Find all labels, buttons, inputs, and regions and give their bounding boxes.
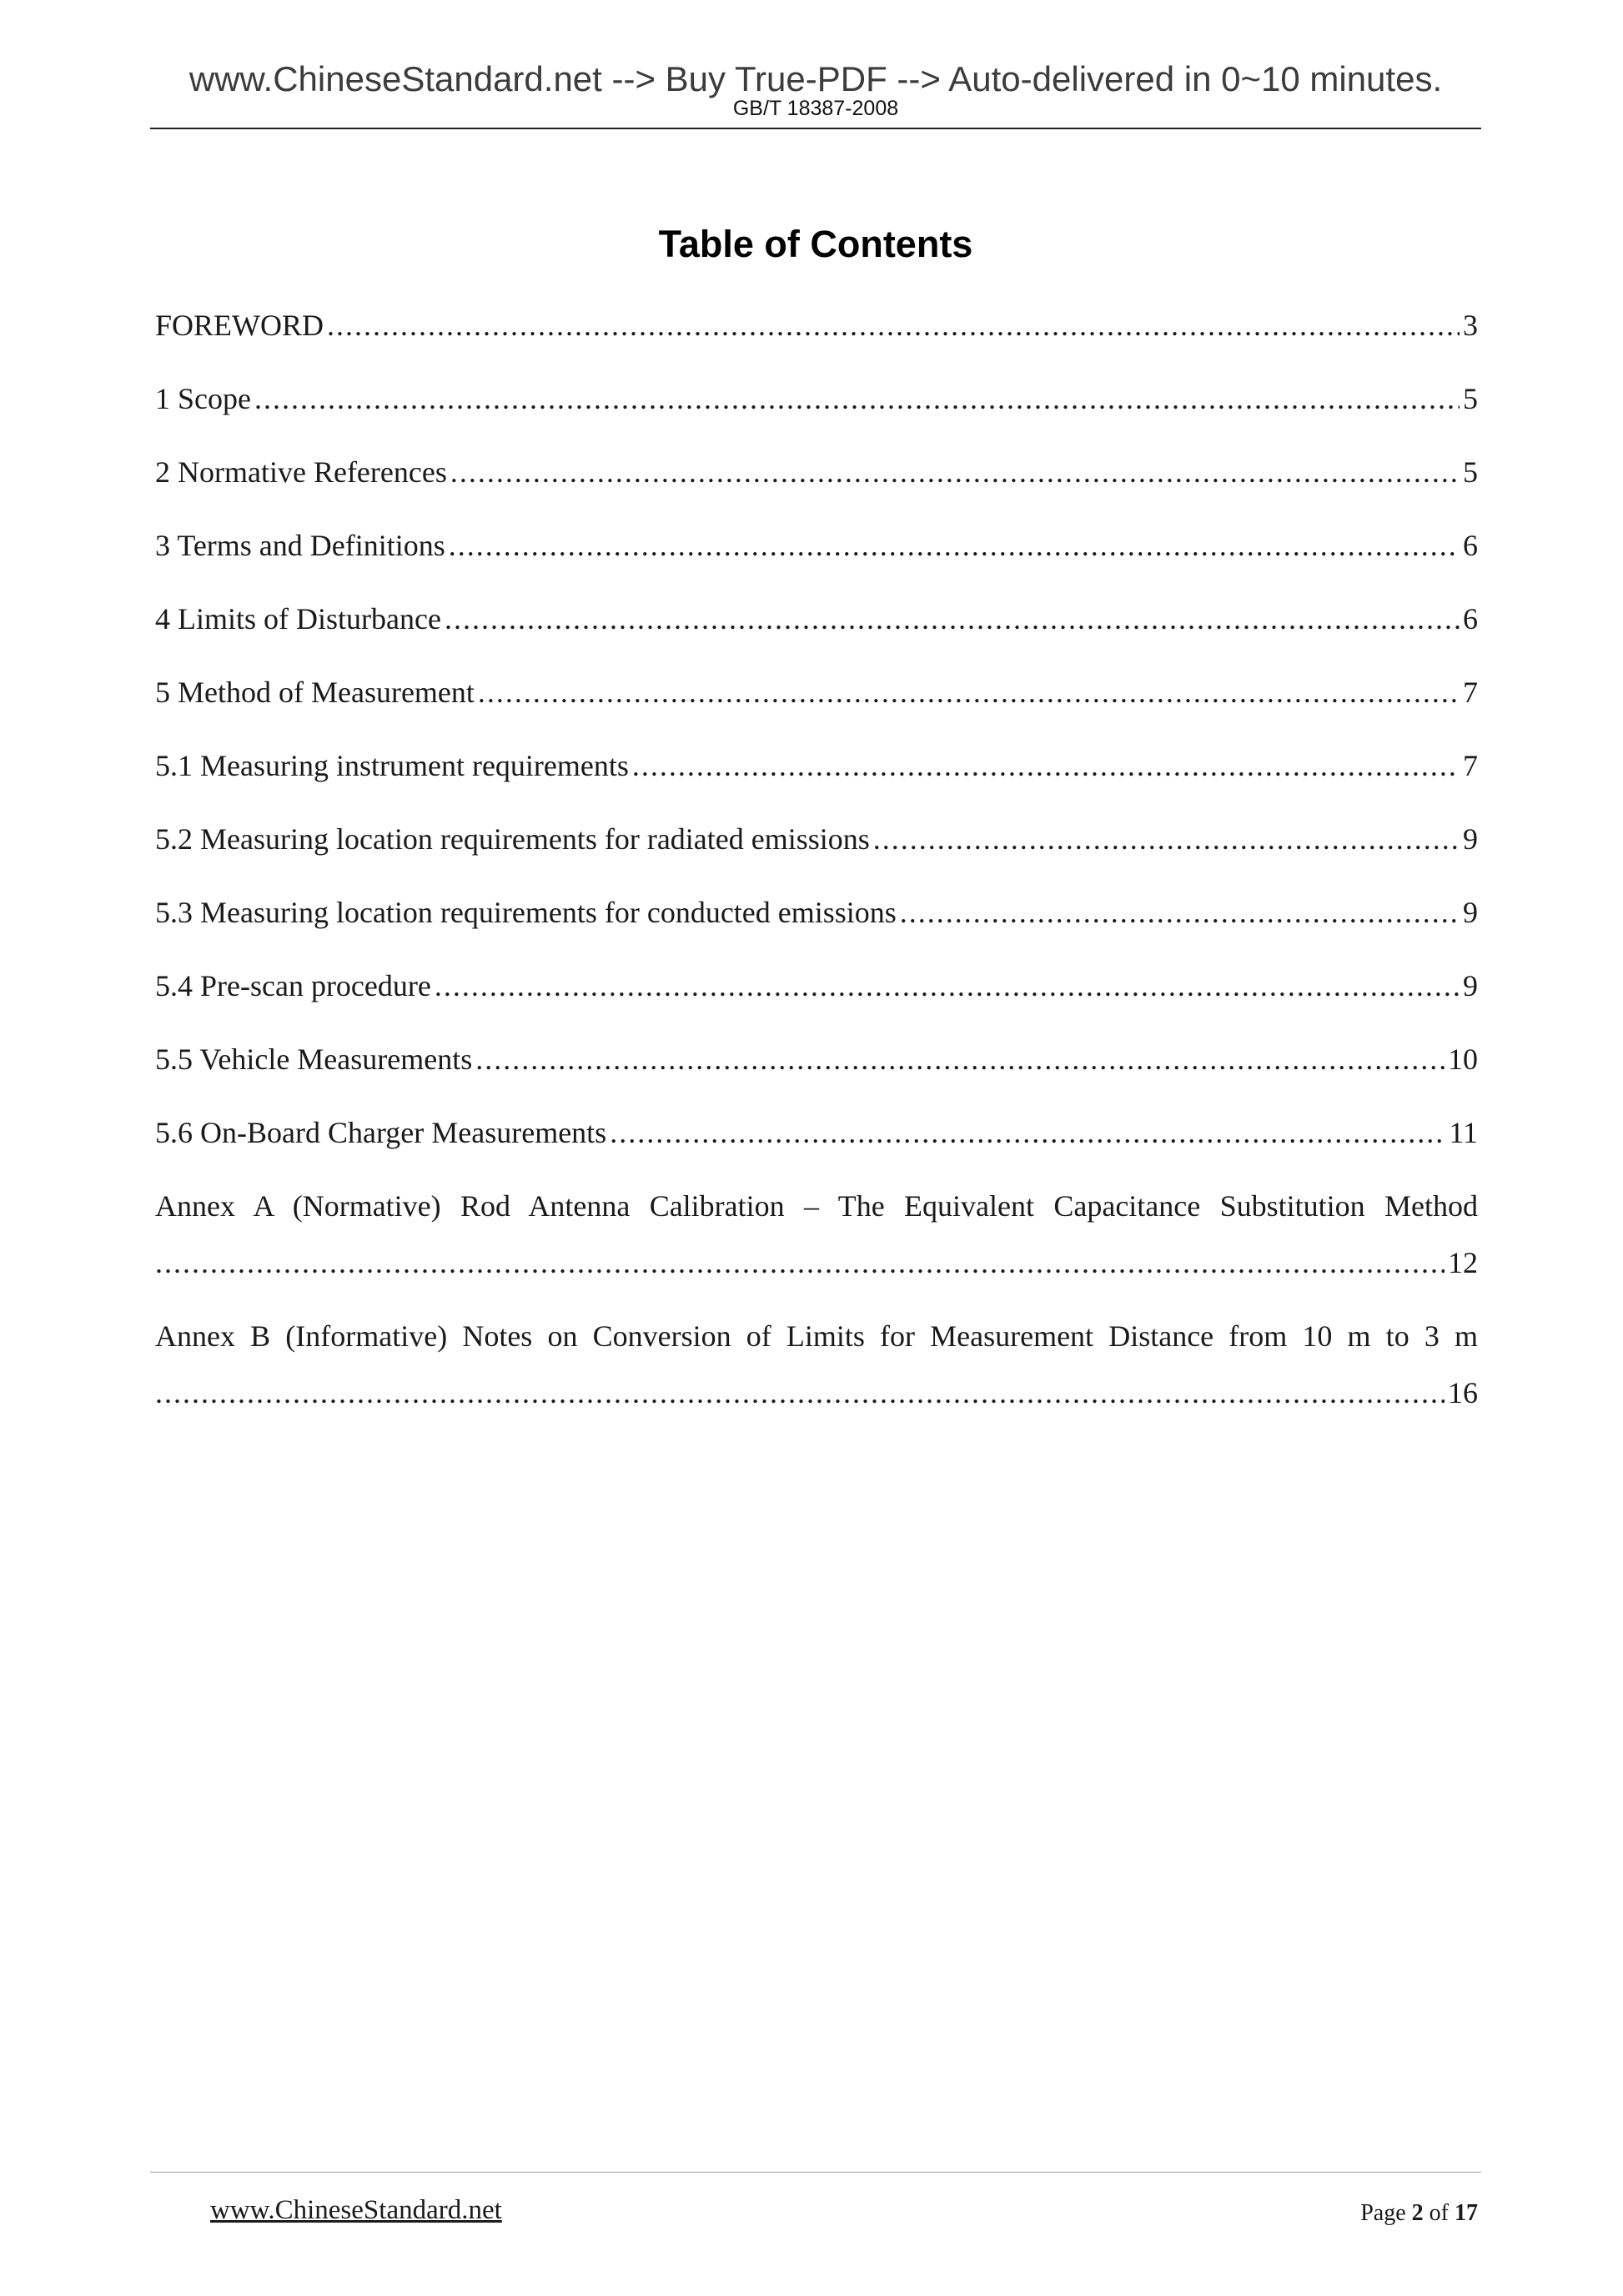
dot-leader — [155, 1376, 1445, 1409]
toc-entry-5-3[interactable] — [155, 896, 1478, 969]
toc-entry-label: 4 Limits of Disturbance — [155, 602, 441, 636]
toc-entry-label: 3 Terms and Definitions — [155, 529, 445, 562]
toc-entry-label: 5.1 Measuring instrument requirements — [155, 749, 629, 782]
dot-leader — [610, 1116, 1445, 1149]
dot-leader — [327, 309, 1460, 342]
toc-entry-label: 5.5 Vehicle Measurements — [155, 1042, 473, 1076]
toc-entry-limits-of-disturbance[interactable] — [155, 602, 1478, 676]
dot-leader — [155, 1246, 1445, 1279]
toc-entry-normative-references[interactable] — [155, 455, 1478, 529]
dot-leader — [475, 1042, 1445, 1076]
footer-website-link[interactable]: www.ChineseStandard.net — [210, 2195, 502, 2225]
dot-leader — [435, 969, 1460, 1002]
toc-entry-page: 9 — [1463, 896, 1478, 929]
toc-entry-label: 1 Scope — [155, 382, 251, 415]
toc-entry-page: 11 — [1449, 1116, 1478, 1149]
toc-entry-5-4[interactable] — [155, 969, 1478, 1042]
toc-entry-label: 5.4 Pre-scan procedure — [155, 969, 431, 1002]
toc-entry-annex-b[interactable] — [155, 1319, 1478, 1449]
toc-entry-terms-definitions[interactable] — [155, 529, 1478, 602]
toc-entry-page: 16 — [1448, 1376, 1478, 1409]
toc-entry-label: 5.6 On-Board Charger Measurements — [155, 1116, 607, 1149]
toc-entry-label: Annex B (Informative) Notes on Conversion of Limits for Measurement Distance from 10 m to 3 m — [155, 1319, 1478, 1353]
toc-entry-method-of-measurement[interactable] — [155, 676, 1478, 749]
toc-entry-annex-a[interactable] — [155, 1189, 1478, 1319]
toc-entry-5-6[interactable] — [155, 1116, 1478, 1189]
toc-entry-5-1[interactable] — [155, 749, 1478, 822]
toc-entry-foreword[interactable] — [155, 309, 1478, 382]
table-of-contents — [155, 309, 1478, 1449]
toc-entry-page: 9 — [1463, 822, 1478, 856]
toc-entry-5-2[interactable] — [155, 822, 1478, 896]
toc-entry-page: 5 — [1463, 455, 1478, 489]
page-number — [1360, 2202, 1478, 2225]
page-total: 17 — [1455, 2200, 1478, 2226]
toc-entry-label: FOREWORD — [155, 309, 324, 342]
toc-entry-scope[interactable] — [155, 382, 1478, 455]
page-title: Table of Contents — [658, 223, 973, 265]
toc-entry-page: 12 — [1448, 1246, 1478, 1279]
toc-entry-label: Annex A (Normative) Rod Antenna Calibration – The Equivalent Capacitance Substitution Method — [155, 1189, 1478, 1223]
page-of: of — [1429, 2200, 1449, 2226]
footer-divider — [150, 2172, 1481, 2173]
toc-entry-page: 9 — [1463, 969, 1478, 1002]
dot-leader — [873, 822, 1460, 856]
toc-entry-label: 2 Normative References — [155, 455, 447, 489]
toc-entry-page: 3 — [1463, 309, 1478, 342]
toc-entry-5-5[interactable] — [155, 1042, 1478, 1116]
toc-entry-page: 6 — [1463, 529, 1478, 562]
dot-leader — [449, 529, 1460, 562]
toc-entry-page: 5 — [1463, 382, 1478, 415]
toc-entry-label: 5 Method of Measurement — [155, 676, 475, 709]
dot-leader — [450, 455, 1460, 489]
dot-leader — [632, 749, 1460, 782]
dot-leader — [254, 382, 1460, 415]
page-current: 2 — [1411, 2200, 1424, 2226]
toc-entry-page: 10 — [1448, 1042, 1478, 1076]
header-divider — [150, 128, 1481, 129]
dot-leader — [900, 896, 1460, 929]
dot-leader — [445, 602, 1460, 636]
toc-entry-label: 5.3 Measuring location requirements for conducted emissions — [155, 896, 897, 929]
toc-entry-page: 7 — [1463, 749, 1478, 782]
toc-entry-label: 5.2 Measuring location requirements for radiated emissions — [155, 822, 870, 856]
dot-leader — [478, 676, 1460, 709]
header-banner[interactable]: www.ChineseStandard.net --> Buy True-PDF --> Auto-delivered in 0~10 minutes. — [188, 59, 1443, 98]
toc-entry-page: 6 — [1463, 602, 1478, 636]
page-prefix: Page — [1360, 2200, 1406, 2226]
standard-code: GB/T 18387-2008 — [732, 97, 899, 120]
toc-entry-page: 7 — [1463, 676, 1478, 709]
